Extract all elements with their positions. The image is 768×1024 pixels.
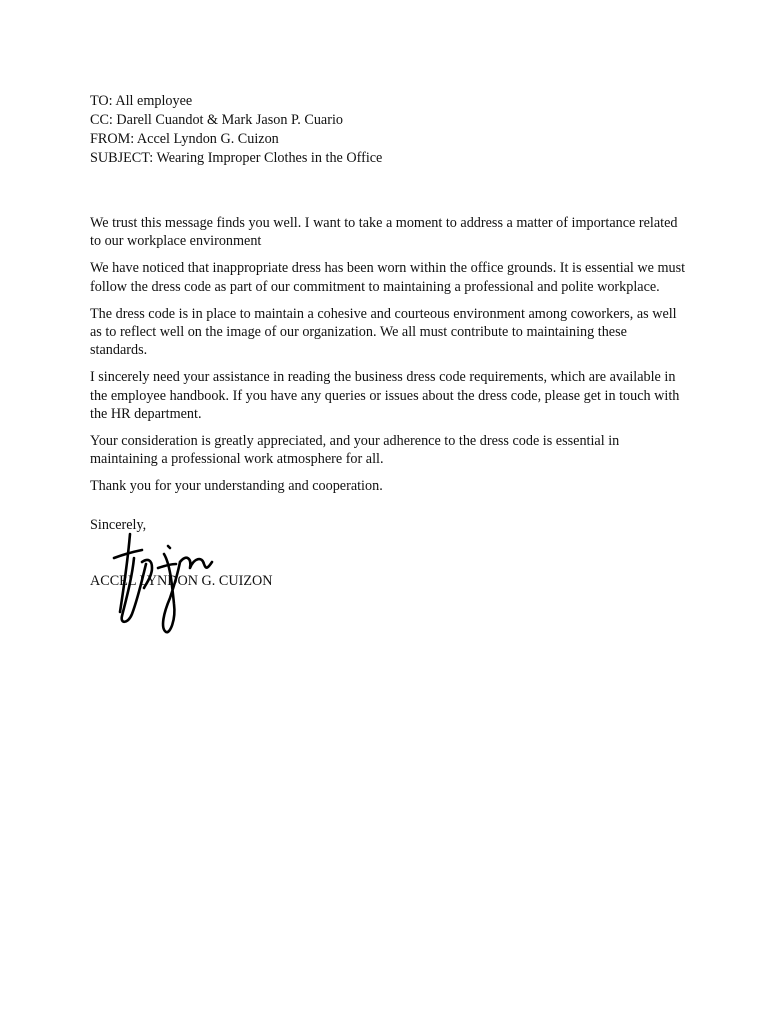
body-paragraph: Thank you for your understanding and cooperation. — [90, 478, 383, 495]
memo-to-line: TO: All employee — [90, 93, 193, 109]
memo-subject-line: SUBJECT: Wearing Improper Clothes in the Office — [90, 150, 383, 166]
body-paragraph: I sincerely need your assistance in reading the business dress code requirements, which are available in the employee handbook. If you have any queries or issues about the dress code, please get in touch with the HR department. — [90, 369, 680, 422]
memo-from-line: FROM: Accel Lyndon G. Cuizon — [90, 131, 279, 147]
signature-stroke — [158, 564, 176, 568]
closing-salutation: Sincerely, — [90, 517, 147, 533]
body-paragraph: We have noticed that inappropriate dress has been worn within the office grounds. It is essential we must follow the dress code as part of our commitment to maintaining a professional and polite workplace. — [90, 260, 686, 295]
signer-name: ACCEL LYNDON G. CUIZON — [90, 573, 273, 589]
memo-body — [90, 214, 686, 505]
body-paragraph: The dress code is in place to maintain a cohesive and courteous environment among coworkers, as well as to reflect well on the image of our organization. We all must contribute to maintaining these standards. — [90, 305, 677, 359]
signature-stroke — [180, 558, 212, 568]
signature-stroke — [168, 546, 170, 548]
memo-cc-line: CC: Darell Cuandot & Mark Jason P. Cuario — [90, 112, 343, 128]
memo-header — [90, 92, 690, 168]
body-paragraph: Your consideration is greatly appreciated, and your adherence to the dress code is essential in maintaining a professional work atmosphere for all. — [90, 433, 620, 468]
handwritten-signature-icon — [108, 528, 220, 638]
body-paragraph: We trust this message finds you well. I want to take a moment to address a matter of importance related to our workplace environment — [90, 215, 678, 250]
